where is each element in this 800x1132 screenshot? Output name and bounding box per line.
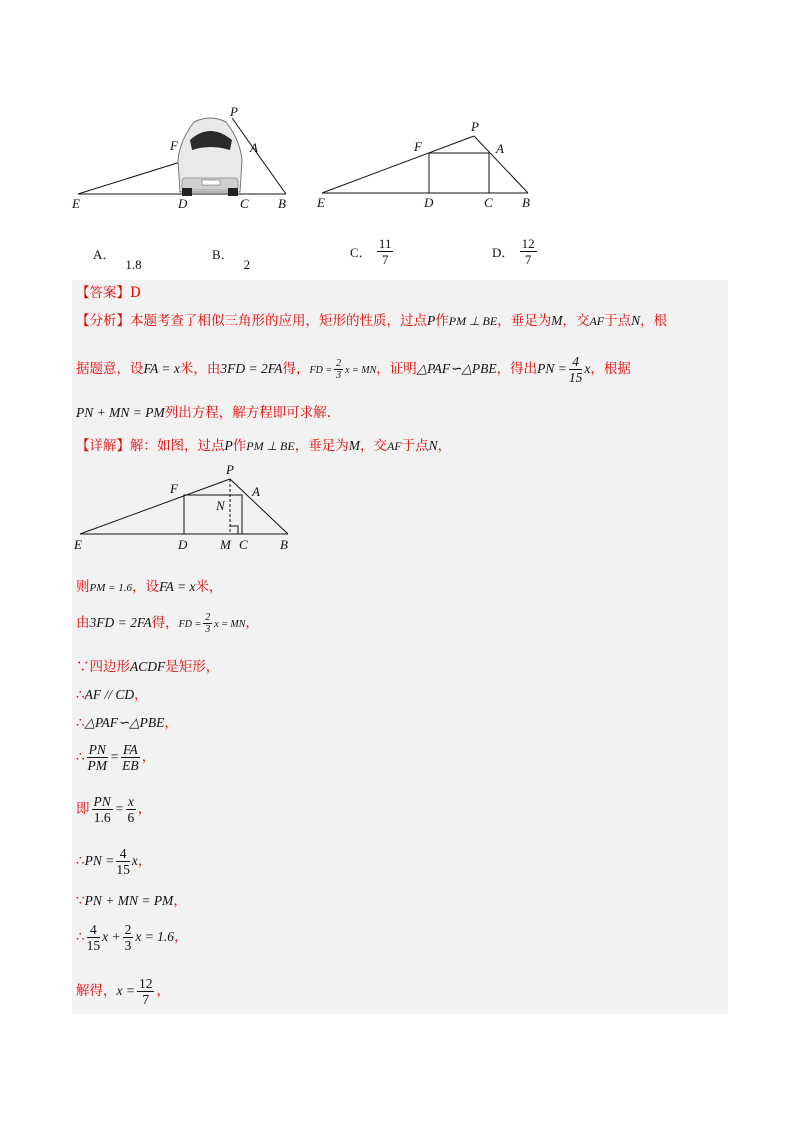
- svg-text:C: C: [484, 195, 493, 210]
- detail-step-1: 则PM = 1.6，设FA = x米，: [76, 579, 223, 595]
- analysis-line-2: 据题意，设FA = x米，由3FD = 2FA得，FD = $\frac{2}{3}$ x = MN，证明△PAF∽△PBE，得出PN = $\frac{4}{15}$ x，根据: [76, 354, 631, 385]
- car-image: [178, 118, 242, 196]
- svg-text:B: B: [280, 537, 288, 552]
- svg-text:D: D: [424, 195, 434, 210]
- answer-line: 【答案】D: [76, 285, 141, 301]
- svg-text:A: A: [252, 484, 260, 499]
- svg-text:A: A: [250, 140, 258, 155]
- svg-text:F: F: [170, 138, 178, 153]
- svg-text:M: M: [220, 537, 231, 552]
- svg-text:A: A: [496, 141, 504, 156]
- option-a: A．1.8: [93, 247, 142, 272]
- svg-text:N: N: [216, 498, 225, 513]
- detail-step-3: ∵四边形ACDF是矩形，: [76, 659, 220, 675]
- figure-solution-diagram: [68, 460, 308, 555]
- svg-text:E: E: [317, 195, 325, 210]
- detail-step-4: ∴AF // CD，: [76, 687, 148, 703]
- svg-text:C: C: [239, 537, 248, 552]
- svg-text:P: P: [230, 104, 238, 119]
- analysis-line-1: 【分析】本题考查了相似三角形的应用，矩形的性质，过点P作PM ⊥ BE，垂足为M，交AF于点N，根: [76, 313, 668, 329]
- svg-text:F: F: [414, 139, 422, 154]
- detail-step-11: 解得，x = $\frac{12}{7}$ ，: [76, 976, 170, 1007]
- figure-rectangle-triangle: [310, 115, 550, 215]
- svg-text:B: B: [522, 195, 530, 210]
- svg-text:E: E: [72, 196, 80, 211]
- detail-step-9: ∵PN + MN = PM，: [76, 893, 187, 909]
- detail-step-2: 由3FD = 2FA得，FD = $\frac{2}{3}$ x = MN，: [76, 612, 259, 635]
- svg-text:B: B: [278, 196, 286, 211]
- svg-text:C: C: [240, 196, 249, 211]
- analysis-line-3: PN + MN = PM列出方程，解方程即可求解.: [76, 405, 332, 421]
- figure-car-triangle: [60, 100, 300, 215]
- detail-step-6: ∴ $\frac{PN}{PM}$ = $\frac{FA}{EB}$ ，: [76, 742, 156, 773]
- option-b: B．2: [212, 247, 251, 272]
- svg-text:D: D: [178, 196, 188, 211]
- svg-text:D: D: [178, 537, 188, 552]
- detail-step-5: ∴△PAF∽△PBE，: [76, 715, 178, 731]
- svg-text:P: P: [226, 462, 234, 477]
- detail-line-1: 【详解】解：如图，过点P作PM ⊥ BE，垂足为M，交AF于点N，: [76, 438, 452, 454]
- option-d: D． $\frac{12}{7}$: [492, 236, 535, 267]
- option-c: C． $\frac{11}{7}$: [350, 236, 392, 267]
- svg-text:E: E: [74, 537, 82, 552]
- svg-text:F: F: [170, 481, 178, 496]
- svg-text:P: P: [471, 119, 479, 134]
- detail-step-7: 即 $\frac{PN}{1.6}$ = $\frac{x}{6}$ ，: [76, 794, 152, 825]
- detail-step-10: ∴ $\frac{4}{15}$ x + $\frac{2}{3}$ x = 1.6，: [76, 922, 188, 953]
- detail-step-8: ∴PN = $\frac{4}{15}$ x，: [76, 846, 152, 877]
